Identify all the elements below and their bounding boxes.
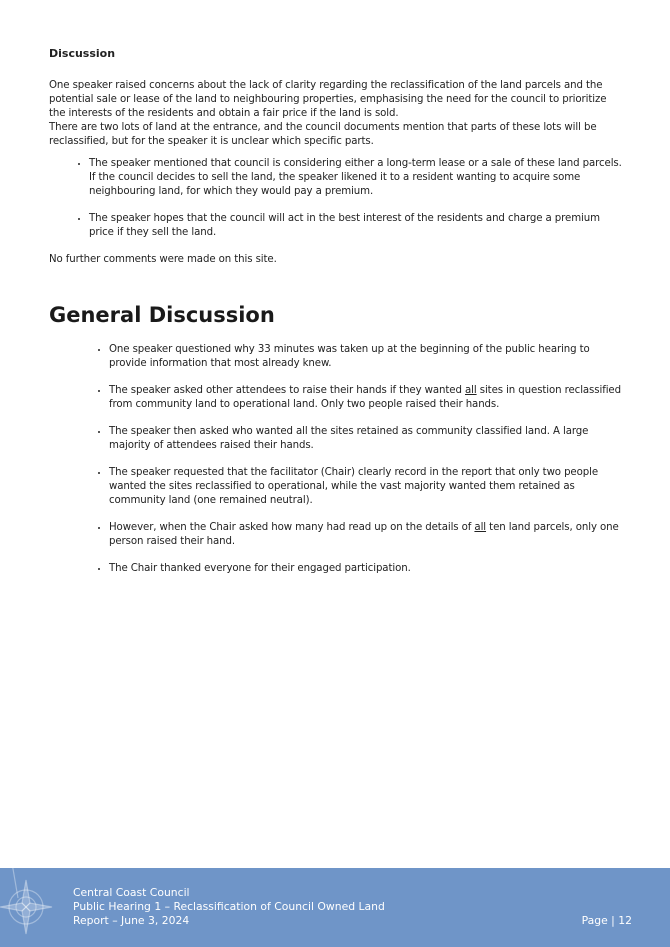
general-bullet-2 [109, 384, 623, 412]
general-bullet-2-pre: The speaker asked other attendees to raise their hands if they wanted [109, 385, 465, 396]
general-bullet-6: • The Chair thanked everyone for their engaged participation. [109, 562, 623, 576]
general-bullet-1: • One speaker questioned why 33 minutes was taken up at the beginning of the public hearing to provide information that most already knew. [109, 343, 623, 371]
discussion-paragraph-1b: There are two lots of land at the entrance, and the council documents mention that parts of these lots will be reclassified, but for the speaker it is unclear which specific parts. [49, 122, 597, 147]
footer-page-number: Page | 12 [581, 914, 632, 927]
page-content [49, 46, 623, 589]
general-bullet-5-post: ten land parcels, only one person raised their hand. [109, 522, 619, 547]
general-bullet-3: • The speaker then asked who wanted all the sites retained as community classified land. A large majority of attendees raised their hands. [109, 425, 623, 453]
footer-title: Public Hearing 1 – Reclassification of Council Owned Land [73, 900, 385, 913]
discussion-bullet: • The speaker hopes that the council will act in the best interest of the residents and charge a premium price if they sell the land. [89, 212, 623, 240]
general-bullet-5-pre: However, when the Chair asked how many had read up on the details of [109, 522, 475, 533]
general-discussion-heading: General Discussion [49, 303, 275, 327]
footer-org: Central Coast Council [73, 886, 190, 899]
general-bullet-2-post: sites in question reclassified from community land to operational land. Only two people raised their hands. [109, 385, 621, 410]
footer-text-block [73, 886, 385, 928]
general-bullet-5-emph: all [474, 522, 487, 533]
discussion-bullet: • The speaker mentioned that council is considering either a long-term lease or a sale of these land parcels. If the council decides to sell the land, the speaker likened it to a resident wanting to acquire some neighbouring land, for which they would pay a premium. [89, 157, 623, 199]
general-bullet-2-emph: all [464, 385, 477, 396]
general-discussion-bullet-list [49, 343, 623, 576]
discussion-paragraph-1a: One speaker raised concerns about the lack of clarity regarding the reclassification of the land parcels and the potential sale or lease of the land to neighbouring properties, emphasising the need for the council to prioritize the interests of the residents and obtain a fair price if the land is sold. [49, 80, 607, 119]
footer-date: Report – June 3, 2024 [73, 914, 190, 927]
discussion-bullet-list [49, 157, 623, 240]
discussion-closing: No further comments were made on this site. [49, 254, 277, 265]
council-compass-logo-icon [0, 868, 60, 947]
page-footer [0, 868, 670, 947]
general-bullet-5 [109, 521, 623, 549]
discussion-heading: Discussion [49, 47, 116, 60]
general-bullet-4: • The speaker requested that the facilitator (Chair) clearly record in the report that only two people wanted the sites reclassified to operational, while the vast majority wanted them retained as community land (one remained neutral). [109, 466, 623, 508]
